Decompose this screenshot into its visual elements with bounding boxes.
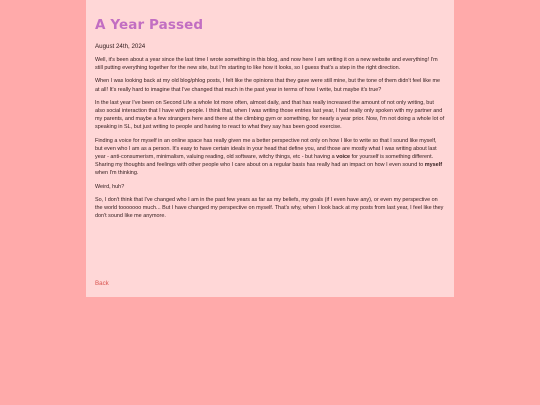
post-date: August 24th, 2024 (95, 43, 146, 50)
paragraph-4-text-c: for yourself is something different. Sharing my thoughts and feelings with other people who I care about on a regular basis has really had an impact on how I even sound to (95, 154, 434, 169)
paragraph-4-text-e: when I'm thinking. (95, 170, 139, 177)
post-paragraph-3: In the last year I've been on Second Life a whole lot more often, almost daily, and that has really increased the amount of not only writing, but also social interaction that I have with people. I think that, when I was writing those entries last year, I had really only spoken with my partner and my parents, and maybe a few strangers here and there at the climbing gym or something, for nearly a year prior. Now, I'm not doing a whole lot of speaking in SL, but just writing to people and having to react to what they say has been good exercise. (95, 99, 445, 131)
post-panel (86, 0, 454, 297)
post-paragraph-4 (95, 137, 445, 178)
post-paragraph-2: When I was looking back at my old blog/phlog posts, I felt like the opinions that they gave were still mine, but the tone of them didn't feel like me at all! It's really hard to imagine that I've changed that much in the past year in terms of how I write, but maybe it's true? (95, 78, 440, 93)
post-paragraph-6: So, I don't think that I've changed who I am in the past few years as far as my beliefs, my goals (if I even have any), or even my perspective on the world tooooooo much... But I have changed my perspective on myself. That's why, when I look back at my posts from last year, I feel like they don't sound like me anymore. (95, 196, 444, 220)
paragraph-4-text-a: Finding a voice for myself in an online space has really given me a better perspective not only on how I like to write so that I sound like myself, but even who I am as a person. It's easy to have certain ideals in your head that define you, and those are mostly what I was writing about last year - anti-consumerism, minimalism, valuing reading, old software, witchy things, etc - but having a (95, 137, 437, 161)
back-link[interactable]: Back (95, 280, 109, 287)
post-paragraph-5: Weird, huh? (95, 183, 125, 190)
emphasis-voice: voice (336, 154, 351, 161)
post-paragraph-1: Well, it's been about a year since the last time I wrote something in this blog, and now here I am writing it on a new website and everything! I'm still putting everything together for the new site, but I'm starting to like how it looks, so I guess that's a step in the right direction. (95, 57, 438, 72)
emphasis-myself: myself (424, 162, 443, 169)
post-title: A Year Passed (95, 17, 204, 33)
